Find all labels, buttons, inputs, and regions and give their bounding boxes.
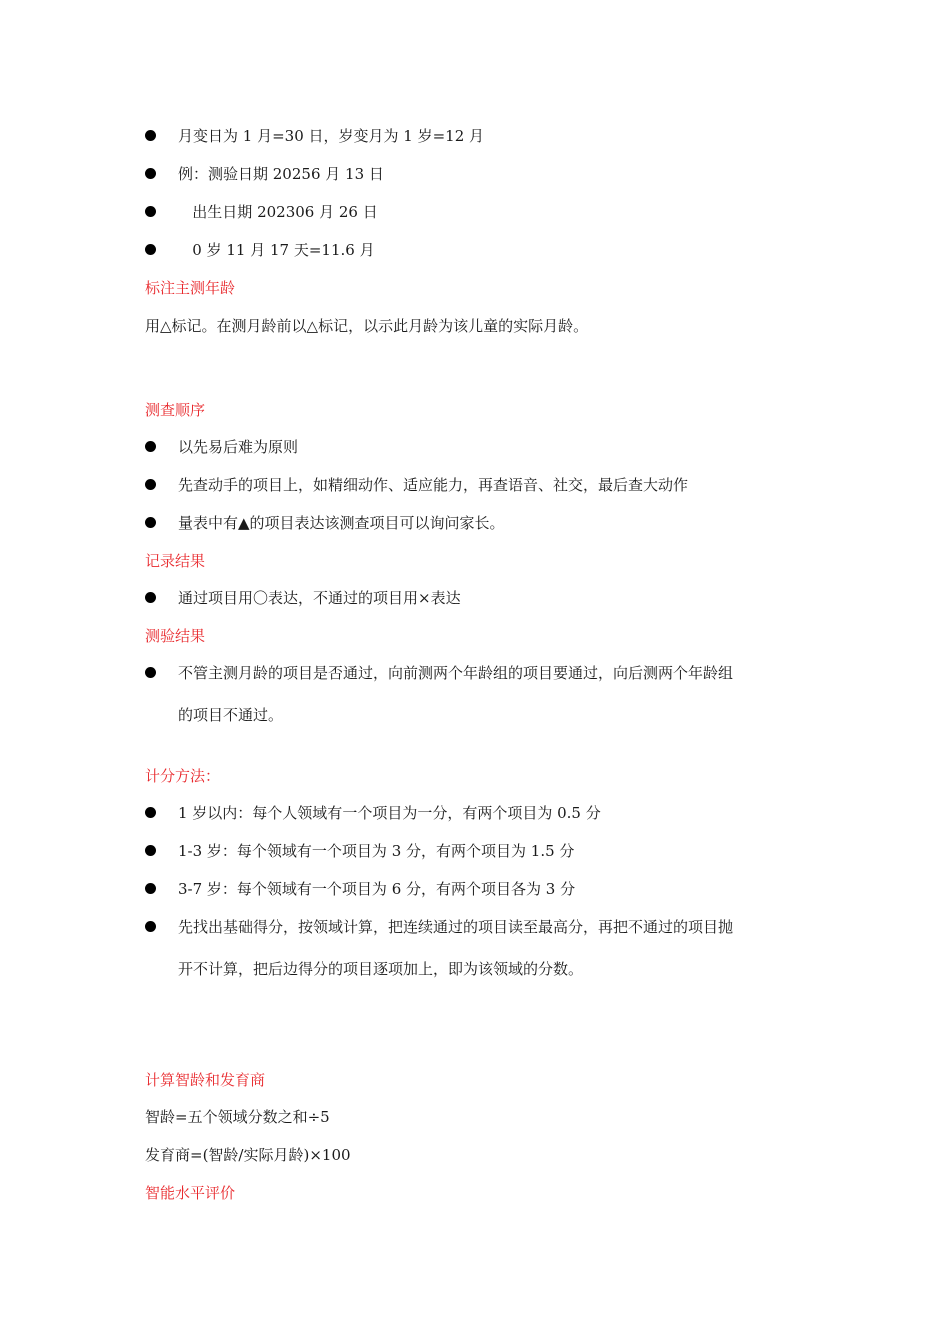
bullet-dot — [145, 441, 156, 452]
heading-scoring: 计分方法： — [145, 767, 221, 785]
test-order-bullet-2: 先查动手的项目上，如精细动作、适应能力，再查语音、社交，最后查大动作 — [178, 476, 689, 494]
record-results-bullet-1: 通过项目用〇表达，不通过的项目用×表达 — [178, 589, 461, 607]
scoring-bullet-4-line1: 先找出基础得分，按领域计算，把连续通过的项目读至最高分，再把不通过的项目抛 — [178, 918, 734, 936]
bullet-dot — [145, 206, 156, 217]
test-results-bullet-line1: 不管主测月龄的项目是否通过，向前测两个年龄组的项目要通过，向后测两个年龄组 — [178, 664, 734, 682]
heading-record-results: 记录结果 — [145, 552, 206, 570]
heading-test-results: 测验结果 — [145, 627, 206, 645]
bullet-dot — [145, 845, 156, 856]
test-order-bullet-3: 量表中有▲的项目表达该测查项目可以询问家长。 — [178, 514, 505, 532]
calc-dq: 发育商=(智龄/实际月龄)×100 — [145, 1146, 351, 1164]
bullet-dot — [145, 921, 156, 932]
scoring-bullet-3: 3-7 岁：每个领域有一个项目为 6 分，有两个项目各为 3 分 — [178, 880, 576, 898]
scoring-bullet-1: 1 岁以内：每个人领域有一个项目为一分，有两个项目为 0.5 分 — [178, 804, 601, 822]
test-results-bullet-line2: 的项目不通过。 — [178, 706, 284, 724]
heading-test-order: 测查顺序 — [145, 401, 206, 419]
scoring-bullet-2: 1-3 岁：每个领域有一个项目为 3 分，有两个项目为 1.5 分 — [178, 842, 575, 860]
bullet-dot — [145, 479, 156, 490]
heading-mark-age: 标注主测年龄 — [145, 279, 236, 297]
age-bullet-1: 月变日为 1 月=30 日，岁变月为 1 岁=12 月 — [178, 127, 485, 145]
calc-mental-age: 智龄=五个领域分数之和÷5 — [145, 1108, 330, 1126]
age-bullet-3: 出生日期 202306 月 26 日 — [178, 203, 378, 221]
bullet-dot — [145, 244, 156, 255]
heading-evaluation: 智能水平评价 — [145, 1184, 236, 1202]
heading-calc: 计算智龄和发育商 — [145, 1071, 266, 1089]
bullet-dot — [145, 592, 156, 603]
age-bullet-4: 0 岁 11 月 17 天=11.6 月 — [178, 241, 375, 259]
mark-age-text: 用△标记。在测月龄前以△标记，以示此月龄为该儿童的实际月龄。 — [145, 317, 589, 335]
bullet-dot — [145, 667, 156, 678]
bullet-dot — [145, 168, 156, 179]
bullet-dot — [145, 883, 156, 894]
age-bullet-2: 例：测验日期 20256 月 13 日 — [178, 165, 384, 183]
bullet-dot — [145, 130, 156, 141]
bullet-dot — [145, 807, 156, 818]
scoring-bullet-4-line2: 开不计算，把后边得分的项目逐项加上，即为该领域的分数。 — [178, 960, 584, 978]
bullet-dot — [145, 517, 156, 528]
test-order-bullet-1: 以先易后难为原则 — [178, 438, 299, 456]
